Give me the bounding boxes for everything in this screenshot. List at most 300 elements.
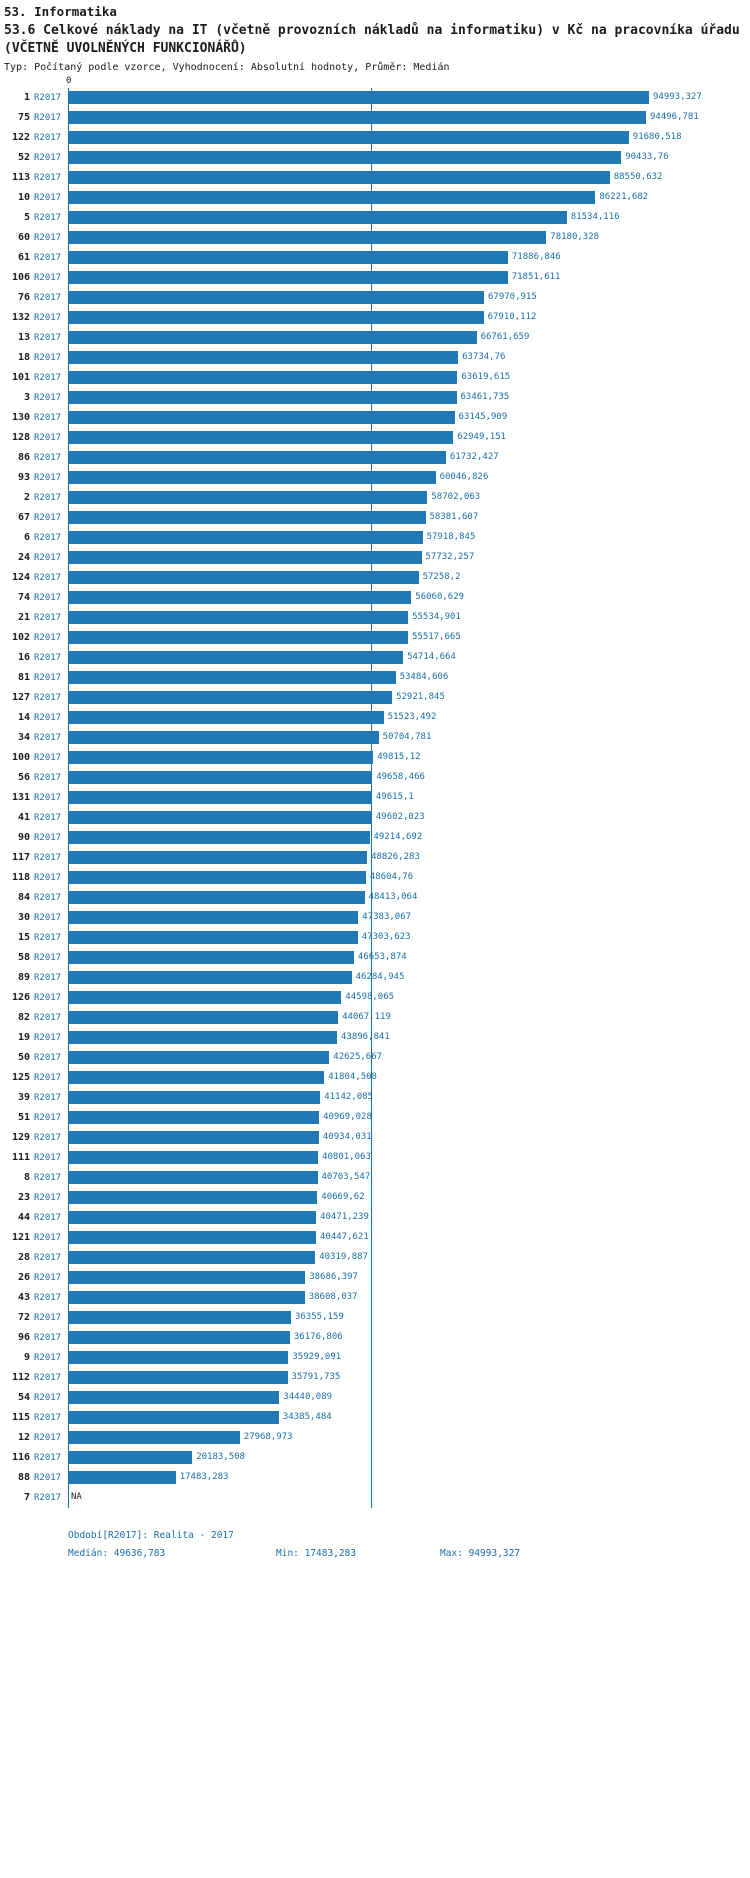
- footer-max: Max: 94993,327: [440, 1548, 521, 1559]
- bar-value-label: 67910,112: [487, 312, 537, 322]
- row-category-label: 28: [17, 1252, 30, 1263]
- row-category-label: 44: [17, 1212, 30, 1223]
- row-category-label: 24: [17, 552, 30, 563]
- row-category-label: 7: [23, 1492, 30, 1503]
- bar[interactable]: [69, 1391, 279, 1404]
- bar-value-label: 46284,945: [355, 972, 405, 982]
- bar[interactable]: [69, 1291, 305, 1304]
- bar-value-label: 41804,508: [328, 1072, 377, 1082]
- row-category-label: 67: [17, 512, 30, 523]
- bar[interactable]: [69, 531, 423, 544]
- row-category-label: 75: [17, 112, 30, 123]
- row-period-label: R2017: [34, 1233, 62, 1243]
- bar[interactable]: [69, 1031, 337, 1044]
- row-period-label: R2017: [34, 513, 62, 523]
- bar-value-label: 90433,76: [625, 152, 669, 162]
- bar-value-label: 94993,327: [653, 92, 702, 102]
- bar-row[interactable]: [23, 88, 702, 108]
- bar[interactable]: [69, 1451, 192, 1464]
- bar[interactable]: [69, 1371, 288, 1384]
- row-period-label: R2017: [34, 673, 62, 683]
- bar[interactable]: [69, 231, 546, 244]
- bar[interactable]: [69, 951, 354, 964]
- row-period-label: R2017: [34, 93, 62, 103]
- row-period-label: R2017: [34, 473, 62, 483]
- bar-row[interactable]: [17, 188, 649, 208]
- row-category-label: 8: [23, 1172, 30, 1183]
- row-category-label: 74: [17, 592, 30, 603]
- bar[interactable]: [69, 271, 508, 284]
- bar[interactable]: [69, 371, 457, 384]
- row-period-label: R2017: [34, 593, 62, 603]
- bar-row[interactable]: [17, 1088, 648, 1108]
- bar-value-label: 49214,692: [373, 832, 423, 842]
- row-period-label: R2017: [34, 573, 62, 583]
- row-period-label: R2017: [34, 1333, 62, 1343]
- bar[interactable]: [69, 151, 621, 164]
- bar-value-label: 49602,023: [375, 812, 425, 822]
- row-period-label: R2017: [34, 293, 62, 303]
- bar-row[interactable]: [11, 268, 648, 288]
- bar-row[interactable]: [17, 608, 648, 628]
- bar-value-na: NA: [71, 1492, 82, 1502]
- bar-value-label: 91680,518: [632, 132, 682, 142]
- bar-row[interactable]: [17, 668, 648, 688]
- row-category-label: 121: [11, 1232, 30, 1243]
- row-period-label: R2017: [34, 733, 62, 743]
- bar-row[interactable]: [17, 768, 648, 788]
- bar[interactable]: [69, 1011, 338, 1024]
- bar[interactable]: [69, 1311, 291, 1324]
- bar-row[interactable]: [11, 1228, 648, 1248]
- bar-row[interactable]: [17, 1288, 648, 1308]
- bar-value-label: 27968,973: [243, 1432, 293, 1442]
- bar[interactable]: [69, 691, 392, 704]
- row-period-label: R2017: [34, 373, 62, 383]
- bar-row[interactable]: [11, 788, 648, 808]
- bar[interactable]: [69, 751, 373, 764]
- bar[interactable]: [69, 1271, 305, 1284]
- row-period-label: R2017: [34, 1033, 62, 1043]
- bar-row[interactable]: [17, 228, 648, 248]
- bar[interactable]: [69, 1211, 316, 1224]
- row-category-label: 86: [17, 452, 30, 463]
- row-category-label: 129: [11, 1132, 30, 1143]
- row-category-label: 130: [11, 412, 30, 423]
- bar[interactable]: [69, 511, 426, 524]
- bar[interactable]: [69, 671, 396, 684]
- row-period-label: R2017: [34, 693, 62, 703]
- bar-row[interactable]: [11, 168, 663, 188]
- row-period-label: R2017: [34, 713, 62, 723]
- bar-row[interactable]: [23, 1348, 648, 1368]
- row-period-label: R2017: [34, 833, 62, 843]
- bar-value-label: 55534,901: [412, 612, 461, 622]
- bar-row[interactable]: [17, 1048, 648, 1068]
- footer-period: Období[R2017]: Realita - 2017: [68, 1530, 234, 1541]
- bar-value-label: 40319,887: [319, 1252, 368, 1262]
- bar[interactable]: [69, 831, 370, 844]
- bar[interactable]: [69, 991, 341, 1004]
- row-category-label: 122: [11, 132, 30, 143]
- row-category-label: 115: [11, 1412, 30, 1423]
- row-category-label: 41: [17, 812, 30, 823]
- row-category-label: 15: [17, 932, 30, 943]
- row-category-label: 111: [11, 1152, 30, 1163]
- row-category-label: 54: [17, 1392, 30, 1403]
- bar[interactable]: [69, 311, 484, 324]
- bar-row[interactable]: [23, 1168, 648, 1188]
- bar-value-label: 52921,845: [396, 692, 445, 702]
- row-category-label: 39: [17, 1092, 30, 1103]
- row-period-label: R2017: [34, 1373, 62, 1383]
- bar-row[interactable]: [17, 1308, 648, 1328]
- row-category-label: 6: [23, 532, 30, 543]
- bar-row[interactable]: [17, 648, 648, 668]
- bar-row[interactable]: [17, 1188, 648, 1208]
- bar[interactable]: [69, 1331, 290, 1344]
- bar-row[interactable]: [17, 1428, 648, 1448]
- bar[interactable]: [69, 571, 419, 584]
- row-period-label: R2017: [34, 953, 62, 963]
- row-period-label: R2017: [34, 933, 62, 943]
- row-category-label: 90: [17, 832, 30, 843]
- bar-value-label: 47303,623: [361, 932, 411, 942]
- bar-row[interactable]: [17, 448, 648, 468]
- bar-value-label: 63734,76: [462, 352, 506, 362]
- row-category-label: 60: [17, 232, 30, 243]
- row-period-label: R2017: [34, 173, 62, 183]
- row-period-label: R2017: [34, 553, 62, 563]
- row-period-label: R2017: [34, 1133, 62, 1143]
- bar[interactable]: [69, 491, 427, 504]
- row-category-label: 23: [17, 1192, 30, 1203]
- bar-row[interactable]: [17, 1468, 648, 1488]
- footer-min: Min: 17483,283: [276, 1548, 357, 1559]
- bar-row[interactable]: [17, 948, 648, 968]
- bar[interactable]: [69, 1351, 288, 1364]
- bar-row[interactable]: [11, 308, 648, 328]
- bar[interactable]: [69, 731, 379, 744]
- row-period-label: R2017: [34, 1193, 62, 1203]
- bar-row[interactable]: [17, 808, 648, 828]
- bar-value-label: 62949,151: [457, 432, 507, 442]
- bar-value-label: 58702,063: [431, 492, 481, 502]
- bar[interactable]: [69, 131, 629, 144]
- bar-row[interactable]: [17, 1008, 648, 1028]
- bar-row[interactable]: [23, 528, 648, 548]
- bar-row[interactable]: [23, 208, 648, 228]
- bar-row[interactable]: [17, 928, 648, 948]
- bar-row[interactable]: [17, 548, 648, 568]
- bar-row[interactable]: [11, 628, 648, 648]
- row-category-label: 1: [23, 92, 30, 103]
- bar-value-label: 57258,2: [422, 572, 461, 582]
- bar[interactable]: [69, 1251, 315, 1264]
- bar[interactable]: [69, 611, 408, 624]
- bar[interactable]: [69, 1111, 319, 1124]
- row-category-label: 3: [23, 392, 30, 403]
- bar-row[interactable]: [11, 1148, 648, 1168]
- bar[interactable]: [69, 591, 411, 604]
- bar-row[interactable]: [17, 508, 648, 528]
- row-category-label: 51: [17, 1112, 30, 1123]
- bar-value-label: 40669,62: [321, 1192, 365, 1202]
- row-category-label: 12: [17, 1432, 30, 1443]
- bar[interactable]: [69, 1191, 317, 1204]
- bar[interactable]: [69, 711, 384, 724]
- bar[interactable]: [69, 1471, 176, 1484]
- row-period-label: R2017: [34, 213, 62, 223]
- bar-row[interactable]: [17, 1328, 648, 1348]
- row-period-label: R2017: [34, 1013, 62, 1023]
- row-category-label: 81: [17, 672, 30, 683]
- row-period-label: R2017: [34, 1273, 62, 1283]
- bar-row[interactable]: [11, 1408, 648, 1428]
- row-category-label: 50: [17, 1052, 30, 1063]
- row-category-label: 131: [11, 792, 30, 803]
- row-period-label: R2017: [34, 753, 62, 763]
- bar-row[interactable]: [11, 128, 682, 148]
- row-category-label: 56: [17, 772, 30, 783]
- bar[interactable]: [69, 411, 455, 424]
- bar-value-label: 57732,257: [425, 552, 475, 562]
- page-title: 53.6 Celkové náklady na IT (včetně provozních nákladů na informatiku) v Kč na pracovníka úřadu (VČETNĚ UVOLNĚNÝCH FUNKCIONÁŘŮ): [4, 23, 740, 56]
- row-category-label: 82: [17, 1012, 30, 1023]
- row-period-label: R2017: [34, 453, 62, 463]
- bar-row[interactable]: [17, 828, 648, 848]
- bar-row[interactable]: [17, 328, 648, 348]
- row-category-label: 124: [11, 572, 30, 583]
- row-period-label: R2017: [34, 1073, 62, 1083]
- bar[interactable]: [69, 1431, 240, 1444]
- row-category-label: 14: [17, 712, 30, 723]
- bar-row[interactable]: [11, 428, 648, 448]
- row-category-label: 13: [17, 332, 30, 343]
- bar[interactable]: [69, 1131, 319, 1144]
- row-period-label: R2017: [34, 393, 62, 403]
- bar[interactable]: [69, 451, 446, 464]
- bar-value-label: 36355,159: [295, 1312, 344, 1322]
- bar-value-label: 17483,283: [179, 1472, 229, 1482]
- bar-row[interactable]: [17, 148, 669, 168]
- bar[interactable]: [69, 251, 508, 264]
- bar-value-label: 40703,547: [321, 1172, 371, 1182]
- bar-row[interactable]: [17, 1248, 648, 1268]
- row-period-label: R2017: [34, 633, 62, 643]
- row-category-label: 61: [17, 252, 30, 263]
- row-category-label: 127: [11, 692, 30, 703]
- bar-value-label: 54714,664: [407, 652, 456, 662]
- row-category-label: 21: [17, 612, 30, 623]
- bar[interactable]: [69, 871, 366, 884]
- bar-row[interactable]: [11, 368, 648, 388]
- bar-value-label: 48826,283: [371, 852, 420, 862]
- bar-value-label: 40471,239: [320, 1212, 369, 1222]
- bar[interactable]: [69, 471, 436, 484]
- bar[interactable]: [69, 1071, 324, 1084]
- bar-row[interactable]: [11, 1128, 648, 1148]
- row-category-label: 116: [11, 1452, 30, 1463]
- row-period-label: R2017: [34, 113, 62, 123]
- bar[interactable]: [69, 1051, 329, 1064]
- bar-row[interactable]: [17, 1108, 648, 1128]
- bar[interactable]: [69, 1151, 318, 1164]
- bar-value-label: 71886,846: [511, 252, 561, 262]
- bar[interactable]: [69, 211, 567, 224]
- bar-row[interactable]: [17, 728, 648, 748]
- bar[interactable]: [69, 91, 649, 104]
- row-period-label: R2017: [34, 433, 62, 443]
- section-heading: 53. Informatika: [4, 4, 117, 19]
- bar-row[interactable]: [17, 708, 648, 728]
- bar[interactable]: [69, 551, 422, 564]
- bar[interactable]: [69, 891, 365, 904]
- bar[interactable]: [69, 791, 372, 804]
- bar-row[interactable]: [11, 1448, 648, 1468]
- row-period-label: R2017: [34, 193, 62, 203]
- bar[interactable]: [69, 851, 367, 864]
- row-period-label: R2017: [34, 913, 62, 923]
- row-period-label: R2017: [34, 533, 62, 543]
- bar-value-label: 38686,397: [309, 1272, 358, 1282]
- bar-value-label: 40934,031: [322, 1132, 372, 1142]
- bar-row[interactable]: [17, 108, 699, 128]
- row-period-label: R2017: [34, 493, 62, 503]
- row-period-label: R2017: [34, 353, 62, 363]
- bar-value-label: 44598,065: [345, 992, 395, 1002]
- bar-row[interactable]: [17, 908, 648, 928]
- bar-row[interactable]: [17, 968, 648, 988]
- row-period-label: R2017: [34, 133, 62, 143]
- bar-row[interactable]: [17, 348, 648, 368]
- bar-row[interactable]: [11, 568, 648, 588]
- bar-row[interactable]: [11, 1068, 648, 1088]
- row-period-label: R2017: [34, 893, 62, 903]
- bar[interactable]: [69, 351, 458, 364]
- bar[interactable]: [69, 931, 358, 944]
- bar[interactable]: [69, 171, 610, 184]
- bar-row[interactable]: [11, 988, 648, 1008]
- row-period-label: R2017: [34, 413, 62, 423]
- row-period-label: R2017: [34, 1113, 62, 1123]
- chart-footer: [0, 1530, 750, 1590]
- bar-value-label: 20183,508: [196, 1452, 245, 1462]
- bar[interactable]: [69, 331, 477, 344]
- bar[interactable]: [69, 651, 403, 664]
- row-category-label: 106: [11, 272, 30, 283]
- bar-row[interactable]: [17, 1028, 648, 1048]
- bar-value-label: 86221,682: [599, 192, 649, 202]
- bar-value-label: 63145,909: [458, 412, 508, 422]
- row-category-label: 26: [17, 1272, 30, 1283]
- bar[interactable]: [69, 191, 595, 204]
- bar-value-label: 88550,632: [613, 172, 663, 182]
- bar-value-label: 57918,845: [426, 532, 476, 542]
- bar[interactable]: [69, 111, 646, 124]
- footer-median: Medián: 49636,783: [68, 1548, 166, 1559]
- row-category-label: 18: [17, 352, 30, 363]
- bar-value-label: 43896,841: [341, 1032, 390, 1042]
- bar-row[interactable]: [11, 848, 648, 868]
- bar-row[interactable]: [11, 688, 648, 708]
- bar[interactable]: [69, 1171, 318, 1184]
- bar[interactable]: [69, 971, 352, 984]
- row-period-label: R2017: [34, 1413, 62, 1423]
- row-category-label: 30: [17, 912, 30, 923]
- bar-value-label: 53484,606: [399, 672, 449, 682]
- axis-zero-tick-label: 0: [66, 76, 72, 86]
- bar-value-label: 34440,089: [283, 1392, 333, 1402]
- bar-value-label: 40801,063: [322, 1152, 371, 1162]
- bar-value-label: 56060,629: [415, 592, 465, 602]
- row-period-label: R2017: [34, 993, 62, 1003]
- bar-row[interactable]: [11, 868, 648, 888]
- bar-row[interactable]: [17, 1388, 648, 1408]
- row-period-label: R2017: [34, 873, 62, 883]
- row-period-label: R2017: [34, 653, 62, 663]
- bar-row[interactable]: [11, 748, 648, 768]
- bar[interactable]: [69, 911, 358, 924]
- bar[interactable]: [69, 291, 484, 304]
- bar[interactable]: [69, 631, 408, 644]
- bar-value-label: 51523,492: [387, 712, 437, 722]
- bar-row[interactable]: [17, 1208, 648, 1228]
- bar[interactable]: [69, 431, 453, 444]
- chart-subtitle: Typ: Počítaný podle vzorce, Vyhodnocení: Absolutní hodnoty, Průměr: Medián: [4, 62, 450, 73]
- bar[interactable]: [69, 811, 372, 824]
- bar-value-label: 48604,76: [369, 872, 414, 882]
- bar-row[interactable]: [17, 888, 648, 908]
- row-period-label: R2017: [34, 793, 62, 803]
- row-category-label: 132: [11, 312, 30, 323]
- bar-row[interactable]: [23, 388, 648, 408]
- bar-value-label: 50704,781: [382, 732, 432, 742]
- bar-value-label: 41142,085: [324, 1092, 373, 1102]
- row-category-label: 10: [17, 192, 30, 203]
- bar-value-label: 40969,028: [323, 1112, 372, 1122]
- bar-row[interactable]: [17, 468, 648, 488]
- row-period-label: R2017: [34, 1353, 62, 1363]
- bar-row[interactable]: [17, 588, 648, 608]
- bar-row[interactable]: [23, 488, 648, 508]
- row-category-label: 43: [17, 1292, 30, 1303]
- bar[interactable]: [69, 1411, 279, 1424]
- bar[interactable]: [69, 771, 372, 784]
- bar-value-label: 60046,826: [439, 472, 489, 482]
- row-period-label: R2017: [34, 1093, 62, 1103]
- bar-row[interactable]: [11, 408, 648, 428]
- bar-row[interactable]: [17, 288, 648, 308]
- bar-value-label: 63461,735: [460, 392, 510, 402]
- bar-row[interactable]: [23, 1488, 648, 1508]
- bar-row[interactable]: [17, 1268, 648, 1288]
- row-period-label: R2017: [34, 1473, 62, 1483]
- bar-value-label: 49658,466: [376, 772, 425, 782]
- bar-row[interactable]: [17, 248, 648, 268]
- bar-value-label: 81534,116: [570, 212, 620, 222]
- bar-value-label: 49815,12: [377, 752, 421, 762]
- row-period-label: R2017: [34, 1053, 62, 1063]
- bar-row[interactable]: [11, 1368, 648, 1388]
- bar-value-label: 34385,484: [282, 1412, 332, 1422]
- bar[interactable]: [69, 1231, 316, 1244]
- row-category-label: 72: [17, 1312, 30, 1323]
- bar[interactable]: [69, 1091, 320, 1104]
- row-period-label: R2017: [34, 773, 62, 783]
- bar[interactable]: [69, 391, 457, 404]
- bar-value-label: 35929,091: [292, 1352, 342, 1362]
